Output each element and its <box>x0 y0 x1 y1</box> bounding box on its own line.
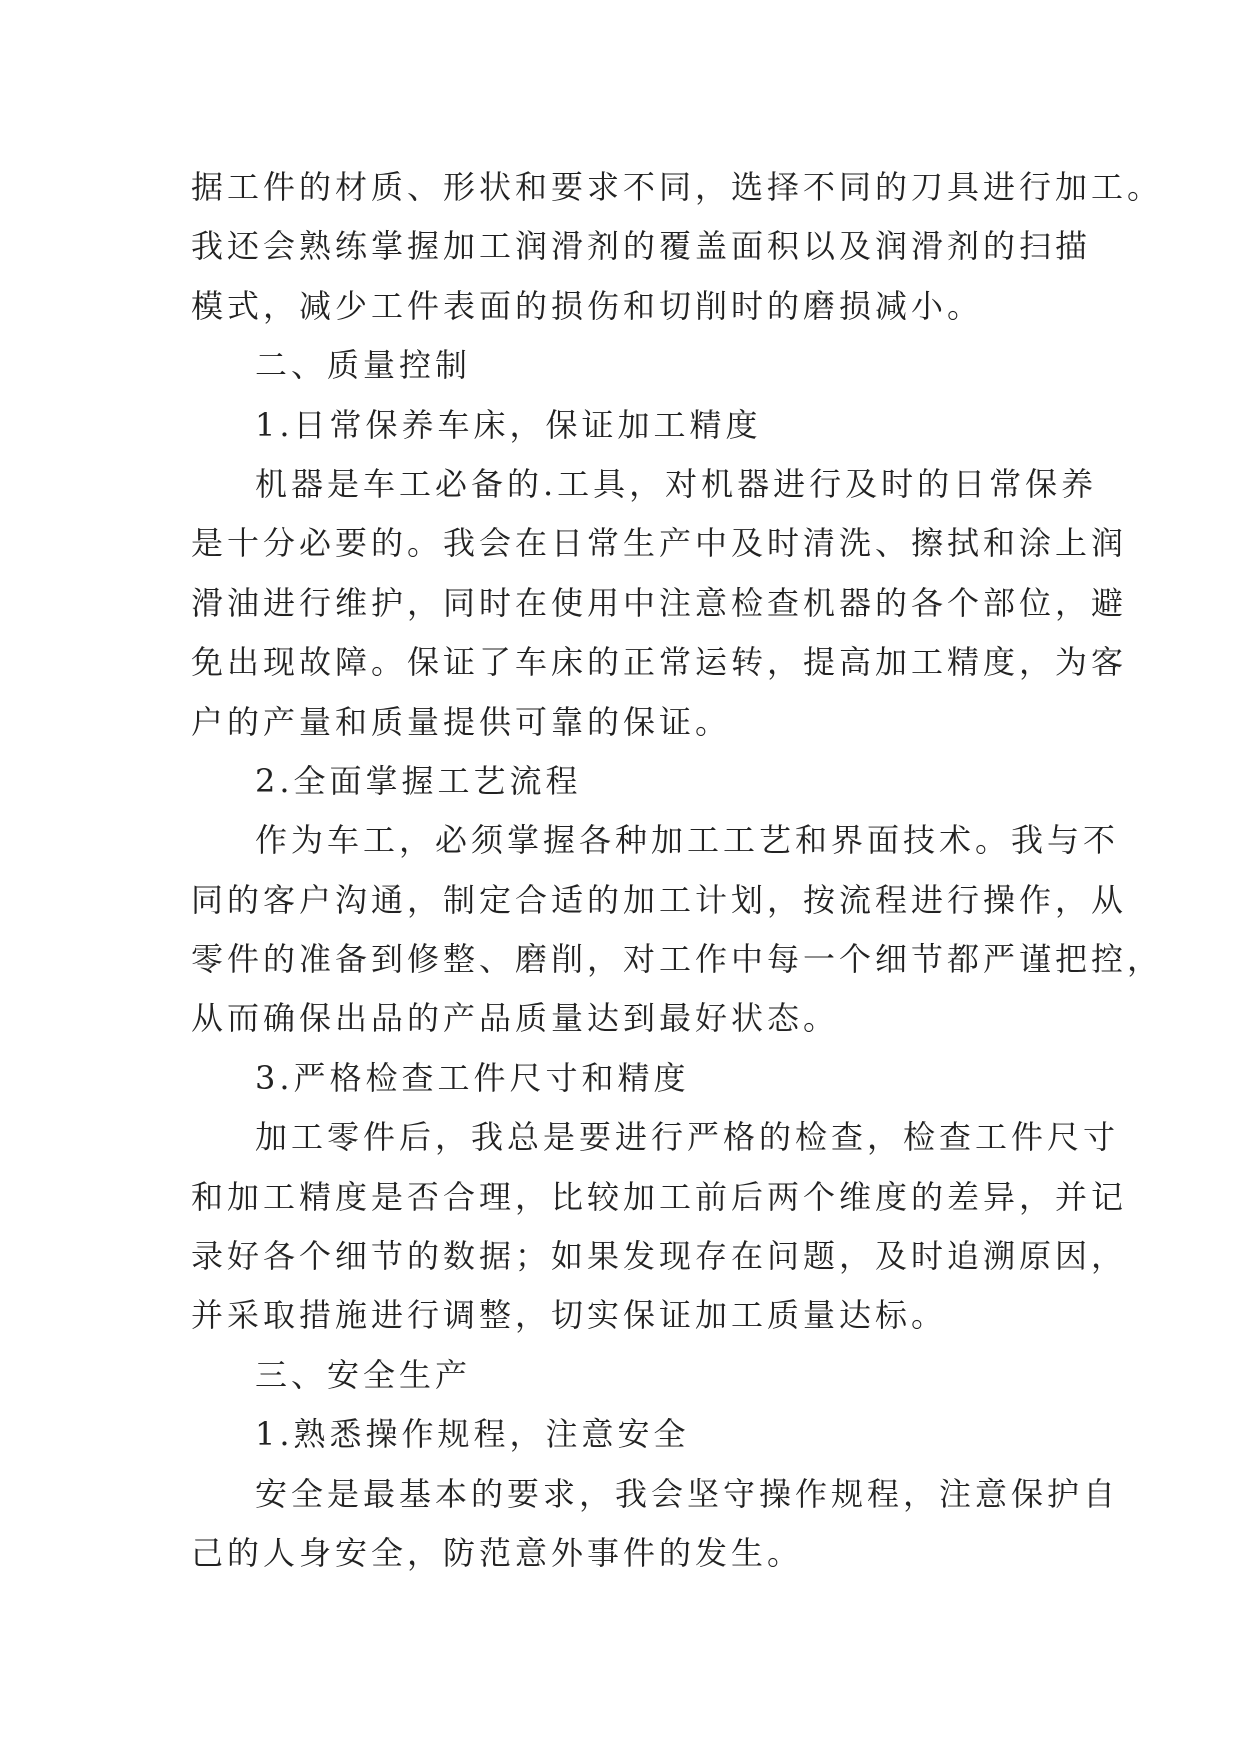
subsection-heading: 1.日常保养车床，保证加工精度 <box>255 405 762 444</box>
body-line: 零件的准备到修整、磨削，对工作中每一个细节都严谨把控， <box>191 940 1164 979</box>
body-line: 户的产量和质量提供可靠的保证。 <box>191 702 732 741</box>
body-line: 模式，减少工件表面的损伤和切削时的磨损减小。 <box>191 286 984 325</box>
body-line: 从而确保出品的产品质量达到最好状态。 <box>191 999 840 1038</box>
paragraph-first-line: 加工零件后，我总是要进行严格的检查，检查工件尺寸 <box>255 1118 1120 1157</box>
subsection-heading: 1.熟悉操作规程，注意安全 <box>255 1415 690 1454</box>
body-line: 我还会熟练掌握加工润滑剂的覆盖面积以及润滑剂的扫描 <box>191 227 1092 266</box>
body-line: 同的客户沟通，制定合适的加工计划，按流程进行操作，从 <box>191 880 1128 919</box>
paragraph-first-line: 作为车工，必须掌握各种加工工艺和界面技术。我与不 <box>255 821 1120 860</box>
section-heading: 二、质量控制 <box>255 346 472 385</box>
subsection-heading: 3.严格检查工件尺寸和精度 <box>255 1058 690 1097</box>
body-line: 免出现故障。保证了车床的正常运转，提高加工精度，为客 <box>191 643 1128 682</box>
body-line: 和加工精度是否合理，比较加工前后两个维度的差异，并记 <box>191 1177 1128 1216</box>
paragraph-first-line: 安全是最基本的要求，我会坚守操作规程，注意保护自 <box>255 1474 1120 1513</box>
body-line: 并采取措施进行调整，切实保证加工质量达标。 <box>191 1296 948 1335</box>
body-line: 据工件的材质、形状和要求不同，选择不同的刀具进行加工。 <box>191 168 1164 206</box>
paragraph-first-line: 机器是车工必备的.工具，对机器进行及时的日常保养 <box>255 464 1098 503</box>
document-body <box>191 158 1164 1583</box>
subsection-heading: 2.全面掌握工艺流程 <box>255 761 582 800</box>
body-line: 滑油进行维护，同时在使用中注意检查机器的各个部位，避 <box>191 583 1128 622</box>
section-heading: 三、安全生产 <box>255 1355 472 1394</box>
body-line: 是十分必要的。我会在日常生产中及时清洗、擦拭和涂上润 <box>191 524 1128 563</box>
body-line: 己的人身安全，防范意外事件的发生。 <box>191 1533 804 1572</box>
body-line: 录好各个细节的数据；如果发现存在问题，及时追溯原因， <box>191 1237 1128 1276</box>
